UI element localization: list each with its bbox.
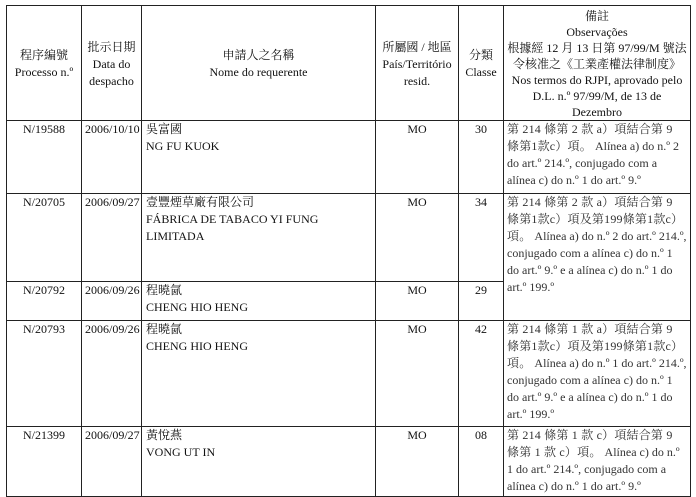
date-cell: 2006/09/27 (82, 427, 142, 497)
header-processo: 程序編號 Processo n.º (7, 6, 82, 121)
header-data: 批示日期 Data do despacho (82, 6, 142, 121)
name-latin: NG FU KUOK (146, 139, 220, 153)
name-latin: FÁBRICA DE TABACO YI FUNG LIMITADA (146, 212, 319, 243)
name-zh: 程曉氤 (146, 283, 183, 297)
class-cell: 34 (459, 194, 504, 282)
name-latin: CHENG HIO HENG (146, 300, 248, 314)
obs-pt: Alínea a) do n.º 1 do art.º 214.º, conjugado com a alínea c) do n.º 1 do art.º 9.º e a alínea c) do n.º 1 do art.º 199.º (507, 356, 687, 421)
date-cell: 2006/10/10 (82, 121, 142, 194)
observations-cell (504, 194, 691, 321)
territory-cell: MO (376, 282, 459, 321)
date-cell: 2006/09/26 (82, 282, 142, 321)
date-cell: 2006/09/27 (82, 194, 142, 282)
header-classe: 分類 Classe (459, 6, 504, 121)
name-cell (142, 282, 376, 321)
header-observacoes: 備註 Observações 根據經 12 月 13 日第 97/99/M 號法令核准之《工業產權法律制度》 Nos termos do RJPI, aprovado pelo D.L. n.º 97/99/M, de 13 de Dezembro (504, 6, 691, 121)
table-row (7, 194, 691, 282)
header-territorio: 所屬國 / 地區 País/Território resid. (376, 6, 459, 121)
name-cell (142, 121, 376, 194)
name-zh: 程曉氤 (146, 322, 183, 336)
observations-cell (504, 121, 691, 194)
name-cell (142, 427, 376, 497)
processo-cell: N/20705 (7, 194, 82, 282)
processo-cell: N/19588 (7, 121, 82, 194)
name-zh: 吳富國 (146, 122, 183, 136)
header-nome: 申請人之名稱 Nome do requerente (142, 6, 376, 121)
obs-zh: 第 214 條第 2 款 a）項結合第 9 條第1款c）項。 (507, 122, 673, 153)
obs-pt: Alínea c) do n.º 1 do art.º 214.º, conjugado com a alínea c) do n.º 1 do art.º 9.º (507, 445, 680, 493)
table-row (7, 427, 691, 497)
territory-cell: MO (376, 121, 459, 194)
name-zh: 壹豐煙草廠有限公司 (146, 195, 255, 209)
name-latin: CHENG HIO HENG (146, 339, 248, 353)
table-row (7, 121, 691, 194)
processo-cell: N/20792 (7, 282, 82, 321)
name-latin: VONG UT IN (146, 445, 216, 459)
observations-cell (504, 321, 691, 427)
processo-cell: N/20793 (7, 321, 82, 427)
processo-cell: N/21399 (7, 427, 82, 497)
obs-pt: Alínea a) do n.º 2 do art.º 214.º, conjugado com a alínea c) do n.º 1 do art.º 9.º e a alínea c) do n.º 1 do art.º 199.º (507, 229, 687, 294)
territory-cell: MO (376, 194, 459, 282)
header-row (7, 6, 691, 121)
territory-cell: MO (376, 321, 459, 427)
obs-zh: 第 214 條第 1 款 c）項結合第 9 條第 1 款 c）項。 (507, 428, 673, 459)
class-cell: 08 (459, 427, 504, 497)
class-cell: 30 (459, 121, 504, 194)
applications-table (6, 5, 691, 497)
class-cell: 29 (459, 282, 504, 321)
obs-zh: 第 214 條第 2 款 a）項結合第 9 條第1款c）項及第199條第1款c）項。 (507, 195, 684, 243)
table-row (7, 321, 691, 427)
name-cell (142, 194, 376, 282)
name-cell (142, 321, 376, 427)
obs-pt: Alínea a) do n.º 2 do art.º 214.º, conjugado com a alínea c) do n.º 1 do art.º 9.º (507, 139, 679, 187)
date-cell: 2006/09/26 (82, 321, 142, 427)
class-cell: 42 (459, 321, 504, 427)
obs-zh: 第 214 條第 1 款 a）項結合第 9 條第1款c）項及第199條第1款c）項。 (507, 322, 684, 370)
observations-cell (504, 427, 691, 497)
name-zh: 黃悅燕 (146, 428, 183, 442)
territory-cell: MO (376, 427, 459, 497)
